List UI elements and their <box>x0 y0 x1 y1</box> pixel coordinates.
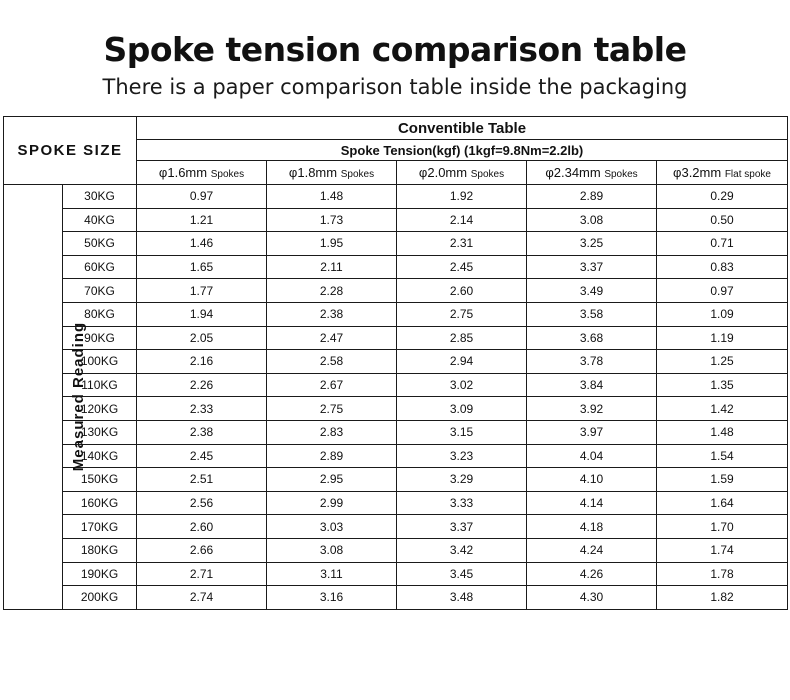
tension-value-cell: 3.49 <box>527 279 657 303</box>
tension-value-cell: 1.65 <box>137 255 267 279</box>
table-row <box>4 468 788 492</box>
column-header-type: Spokes <box>470 169 505 180</box>
tension-value-cell: 1.78 <box>657 562 788 586</box>
tension-value-cell: 2.45 <box>137 444 267 468</box>
tension-value-cell: 4.30 <box>527 586 657 610</box>
column-header <box>527 161 657 185</box>
column-header-size: φ3.2mm <box>673 165 722 180</box>
tension-value-cell: 3.37 <box>527 255 657 279</box>
tension-value-cell: 3.78 <box>527 350 657 374</box>
table-row <box>4 232 788 256</box>
tension-value-cell: 4.14 <box>527 491 657 515</box>
tension-value-cell: 2.95 <box>267 468 397 492</box>
tension-value-cell: 3.68 <box>527 326 657 350</box>
tension-value-cell: 2.45 <box>397 255 527 279</box>
tension-value-cell: 1.48 <box>267 185 397 209</box>
measured-reading-cell: 90KG <box>63 326 137 350</box>
tension-value-cell: 2.58 <box>267 350 397 374</box>
column-header-type: Spokes <box>210 169 245 180</box>
tension-value-cell: 1.42 <box>657 397 788 421</box>
tension-value-cell: 2.89 <box>527 185 657 209</box>
tension-value-cell: 3.29 <box>397 468 527 492</box>
table-row <box>4 515 788 539</box>
table-row <box>4 491 788 515</box>
tension-value-cell: 2.99 <box>267 491 397 515</box>
tension-value-cell: 3.97 <box>527 420 657 444</box>
tension-value-cell: 2.16 <box>137 350 267 374</box>
tension-value-cell: 4.26 <box>527 562 657 586</box>
tension-value-cell: 1.59 <box>657 468 788 492</box>
measured-reading-cell: 160KG <box>63 491 137 515</box>
tension-value-cell: 1.48 <box>657 420 788 444</box>
tension-value-cell: 1.35 <box>657 373 788 397</box>
table-row <box>4 538 788 562</box>
tension-value-cell: 3.58 <box>527 302 657 326</box>
tension-value-cell: 4.18 <box>527 515 657 539</box>
column-header <box>397 161 527 185</box>
measured-reading-cell: 190KG <box>63 562 137 586</box>
measured-reading-group-cell <box>4 185 88 610</box>
column-header-size: φ1.6mm <box>158 165 208 180</box>
page-title: Spoke tension comparison table <box>103 30 687 69</box>
measured-reading-cell: 70KG <box>63 279 137 303</box>
tension-value-cell: 1.92 <box>397 185 527 209</box>
tension-value-cell: 1.95 <box>267 232 397 256</box>
tension-value-cell: 3.11 <box>267 562 397 586</box>
table-row <box>4 444 788 468</box>
table-body <box>4 185 788 610</box>
table-row <box>4 302 788 326</box>
tension-value-cell: 2.05 <box>137 326 267 350</box>
tension-value-cell: 2.51 <box>137 468 267 492</box>
tension-value-cell: 2.60 <box>397 279 527 303</box>
tension-value-cell: 2.56 <box>137 491 267 515</box>
tension-value-cell: 2.28 <box>267 279 397 303</box>
table-row <box>4 373 788 397</box>
measured-reading-label: Measured Reading <box>70 322 88 472</box>
measured-reading-cell: 130KG <box>63 420 137 444</box>
column-header-size: φ2.0mm <box>418 165 468 180</box>
tension-value-cell: 2.71 <box>137 562 267 586</box>
table-row <box>4 350 788 374</box>
tension-value-cell: 1.70 <box>657 515 788 539</box>
tension-value-cell: 3.03 <box>267 515 397 539</box>
tension-value-cell: 2.67 <box>267 373 397 397</box>
column-header <box>267 161 397 185</box>
measured-reading-cell: 100KG <box>63 350 137 374</box>
tension-value-cell: 1.77 <box>137 279 267 303</box>
measured-reading-cell: 30KG <box>63 185 137 209</box>
tension-value-cell: 3.45 <box>397 562 527 586</box>
tension-value-cell: 0.97 <box>137 185 267 209</box>
tension-value-cell: 3.92 <box>527 397 657 421</box>
tension-value-cell: 1.46 <box>137 232 267 256</box>
measured-reading-cell: 200KG <box>63 586 137 610</box>
table-row <box>4 208 788 232</box>
table-row <box>4 279 788 303</box>
measured-reading-cell: 110KG <box>63 373 137 397</box>
tension-value-cell: 1.64 <box>657 491 788 515</box>
table-header <box>4 117 788 185</box>
tension-value-cell: 1.94 <box>137 302 267 326</box>
tension-value-cell: 2.47 <box>267 326 397 350</box>
tension-value-cell: 1.73 <box>267 208 397 232</box>
tension-value-cell: 3.25 <box>527 232 657 256</box>
table-row <box>4 562 788 586</box>
tension-value-cell: 1.19 <box>657 326 788 350</box>
column-header-type: Flat spoke <box>724 169 771 180</box>
tension-value-cell: 0.50 <box>657 208 788 232</box>
tension-value-cell: 1.25 <box>657 350 788 374</box>
tension-value-cell: 2.94 <box>397 350 527 374</box>
column-header <box>657 161 788 185</box>
tension-value-cell: 2.38 <box>137 420 267 444</box>
table-row <box>4 326 788 350</box>
tension-value-cell: 2.83 <box>267 420 397 444</box>
measured-reading-cell: 120KG <box>63 397 137 421</box>
tension-value-cell: 4.24 <box>527 538 657 562</box>
column-header-type: Spokes <box>604 169 638 180</box>
tension-value-cell: 2.75 <box>397 302 527 326</box>
column-header <box>137 161 267 185</box>
column-header-type: Spokes <box>340 169 375 180</box>
tension-value-cell: 3.33 <box>397 491 527 515</box>
tension-value-cell: 2.85 <box>397 326 527 350</box>
tension-value-cell: 4.04 <box>527 444 657 468</box>
column-header-size: φ2.34mm <box>545 165 601 180</box>
tension-value-cell: 1.09 <box>657 302 788 326</box>
tension-value-cell: 3.16 <box>267 586 397 610</box>
measured-reading-cell: 50KG <box>63 232 137 256</box>
tension-value-cell: 3.84 <box>527 373 657 397</box>
tension-value-cell: 0.71 <box>657 232 788 256</box>
tension-value-cell: 2.66 <box>137 538 267 562</box>
tension-value-cell: 3.08 <box>267 538 397 562</box>
tension-value-cell: 3.15 <box>397 420 527 444</box>
table-row <box>4 185 788 209</box>
tension-value-cell: 1.54 <box>657 444 788 468</box>
tension-value-cell: 2.89 <box>267 444 397 468</box>
tension-value-cell: 4.10 <box>527 468 657 492</box>
tension-value-cell: 2.31 <box>397 232 527 256</box>
measured-reading-cell: 60KG <box>63 255 137 279</box>
tension-value-cell: 0.29 <box>657 185 788 209</box>
table-row <box>4 397 788 421</box>
table-row <box>4 586 788 610</box>
tension-value-cell: 3.37 <box>397 515 527 539</box>
tension-value-cell: 1.82 <box>657 586 788 610</box>
tension-value-cell: 3.42 <box>397 538 527 562</box>
spoke-tension-header: Spoke Tension(kgf) (1kgf=9.8Nm=2.2lb) <box>137 140 788 161</box>
tension-value-cell: 3.23 <box>397 444 527 468</box>
measured-reading-cell: 140KG <box>63 444 137 468</box>
tension-value-cell: 2.14 <box>397 208 527 232</box>
tension-value-cell: 2.74 <box>137 586 267 610</box>
tension-value-cell: 1.21 <box>137 208 267 232</box>
measured-reading-cell: 150KG <box>63 468 137 492</box>
tension-value-cell: 2.26 <box>137 373 267 397</box>
tension-value-cell: 0.97 <box>657 279 788 303</box>
tension-value-cell: 2.60 <box>137 515 267 539</box>
conventible-table-header: Conventible Table <box>137 117 788 140</box>
table-row <box>4 255 788 279</box>
page-subtitle: There is a paper comparison table inside the packaging <box>102 75 688 99</box>
spoke-size-header: SPOKE SIZE <box>4 117 137 185</box>
tension-table <box>3 116 788 610</box>
tension-value-cell: 3.02 <box>397 373 527 397</box>
tension-value-cell: 2.11 <box>267 255 397 279</box>
tension-value-cell: 2.33 <box>137 397 267 421</box>
tension-value-cell: 3.48 <box>397 586 527 610</box>
table-row <box>4 420 788 444</box>
measured-reading-cell: 40KG <box>63 208 137 232</box>
tension-value-cell: 3.09 <box>397 397 527 421</box>
tension-value-cell: 1.74 <box>657 538 788 562</box>
column-header-size: φ1.8mm <box>288 165 338 180</box>
tension-value-cell: 3.08 <box>527 208 657 232</box>
tension-value-cell: 2.75 <box>267 397 397 421</box>
tension-value-cell: 0.83 <box>657 255 788 279</box>
measured-reading-cell: 80KG <box>63 302 137 326</box>
tension-value-cell: 2.38 <box>267 302 397 326</box>
measured-reading-cell: 180KG <box>63 538 137 562</box>
measured-reading-cell: 170KG <box>63 515 137 539</box>
